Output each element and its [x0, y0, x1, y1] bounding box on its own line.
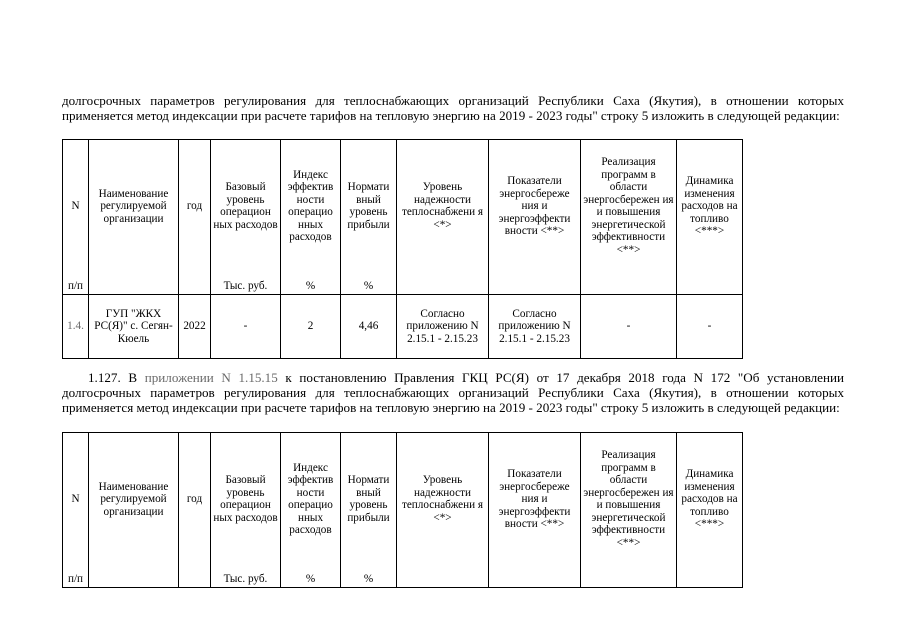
unit-base-costs: Тыс. руб. [211, 566, 281, 588]
row-num: 1.4. [63, 295, 89, 359]
row-energy-saving: Согласно приложению N 2.15.1 - 2.15.23 [489, 295, 581, 359]
table-units-row [63, 273, 743, 295]
unit-reliability [397, 566, 489, 588]
amendment-paragraph [62, 370, 844, 416]
row-reliability: Согласно приложению N 2.15.1 - 2.15.23 [397, 295, 489, 359]
unit-profit-level: % [341, 566, 397, 588]
row-org-name: ГУП "ЖКХ РС(Я)" с. Сегян-Кюель [89, 295, 179, 359]
header-energy-saving: Показатели энергосбереже ния и энергоэффекти вности <**> [489, 433, 581, 566]
header-fuel-dynamics: Динамика изменения расходов на топливо <***> [677, 433, 743, 566]
unit-fuel-dynamics [677, 273, 743, 295]
amendment-pre: В [128, 370, 138, 385]
unit-base-costs: Тыс. руб. [211, 273, 281, 295]
unit-n: п/п [63, 566, 89, 588]
intro-paragraph [62, 93, 844, 123]
header-efficiency-index: Индекс эффектив ности операцио нных расходов [281, 433, 341, 566]
unit-reliability [397, 273, 489, 295]
unit-n: п/п [63, 273, 89, 295]
unit-profit-level: % [341, 273, 397, 295]
unit-org-name [89, 566, 179, 588]
tariff-table-1 [62, 139, 743, 359]
row-year: 2022 [179, 295, 211, 359]
unit-energy-saving [489, 566, 581, 588]
unit-programs [581, 273, 677, 295]
header-org-name: Наименование регулируемой организации [89, 140, 179, 273]
header-n: N [63, 433, 89, 566]
table-row [63, 295, 743, 359]
unit-org-name [89, 273, 179, 295]
table-header-row [63, 433, 743, 566]
amendment-number: 1.127. [88, 370, 121, 385]
header-reliability: Уровень надежности теплоснабжени я <*> [397, 140, 489, 273]
header-n: N [63, 140, 89, 273]
unit-efficiency-index: % [281, 566, 341, 588]
intro-paragraph-text: долгосрочных параметров регулирования для теплоснабжающих организаций Республики Саха (Якутия), в отношении которых применяется метод индексации при расчете тарифов на тепловую энергию на 2019 - 2023 годы" строку 5 изложить в следующей редакции: [62, 93, 844, 124]
row-efficiency-index: 2 [281, 295, 341, 359]
header-programs: Реализация программ в области энергосбережен ия и повышения энергетической эффективности <**> [581, 433, 677, 566]
row-fuel-dynamics: - [677, 295, 743, 359]
header-year: год [179, 433, 211, 566]
row-programs: - [581, 295, 677, 359]
unit-energy-saving [489, 273, 581, 295]
unit-programs [581, 566, 677, 588]
row-base-costs: - [211, 295, 281, 359]
header-base-costs: Базовый уровень операцион ных расходов [211, 140, 281, 273]
unit-year [179, 566, 211, 588]
unit-efficiency-index: % [281, 273, 341, 295]
header-year: год [179, 140, 211, 273]
amendment-text: к постановлению Правления ГКЦ РС(Я) от 17 декабря 2018 года N 172 "Об установлении долгосрочных параметров регулирования для теплоснабжающих организаций Республики Саха (Якутия), в отношении которых применяется метод индексации при расчете тарифов на тепловую энергию на 2019 - 2023 годы" строку 5 изложить в следующей редакции: [62, 370, 844, 416]
tariff-table-2 [62, 432, 743, 588]
header-reliability: Уровень надежности теплоснабжени я <*> [397, 433, 489, 566]
header-efficiency-index: Индекс эффектив ности операцио нных расходов [281, 140, 341, 273]
header-programs: Реализация программ в области энергосбережен ия и повышения энергетической эффективности <**> [581, 140, 677, 273]
table-units-row [63, 566, 743, 588]
annex-link[interactable]: приложении N 1.15.15 [144, 370, 278, 385]
header-org-name: Наименование регулируемой организации [89, 433, 179, 566]
header-profit-level: Нормати вный уровень прибыли [341, 433, 397, 566]
row-profit-level: 4,46 [341, 295, 397, 359]
header-base-costs: Базовый уровень операцион ных расходов [211, 433, 281, 566]
table-header-row [63, 140, 743, 273]
unit-year [179, 273, 211, 295]
header-fuel-dynamics: Динамика изменения расходов на топливо <***> [677, 140, 743, 273]
header-energy-saving: Показатели энергосбереже ния и энергоэффекти вности <**> [489, 140, 581, 273]
unit-fuel-dynamics [677, 566, 743, 588]
header-profit-level: Нормати вный уровень прибыли [341, 140, 397, 273]
